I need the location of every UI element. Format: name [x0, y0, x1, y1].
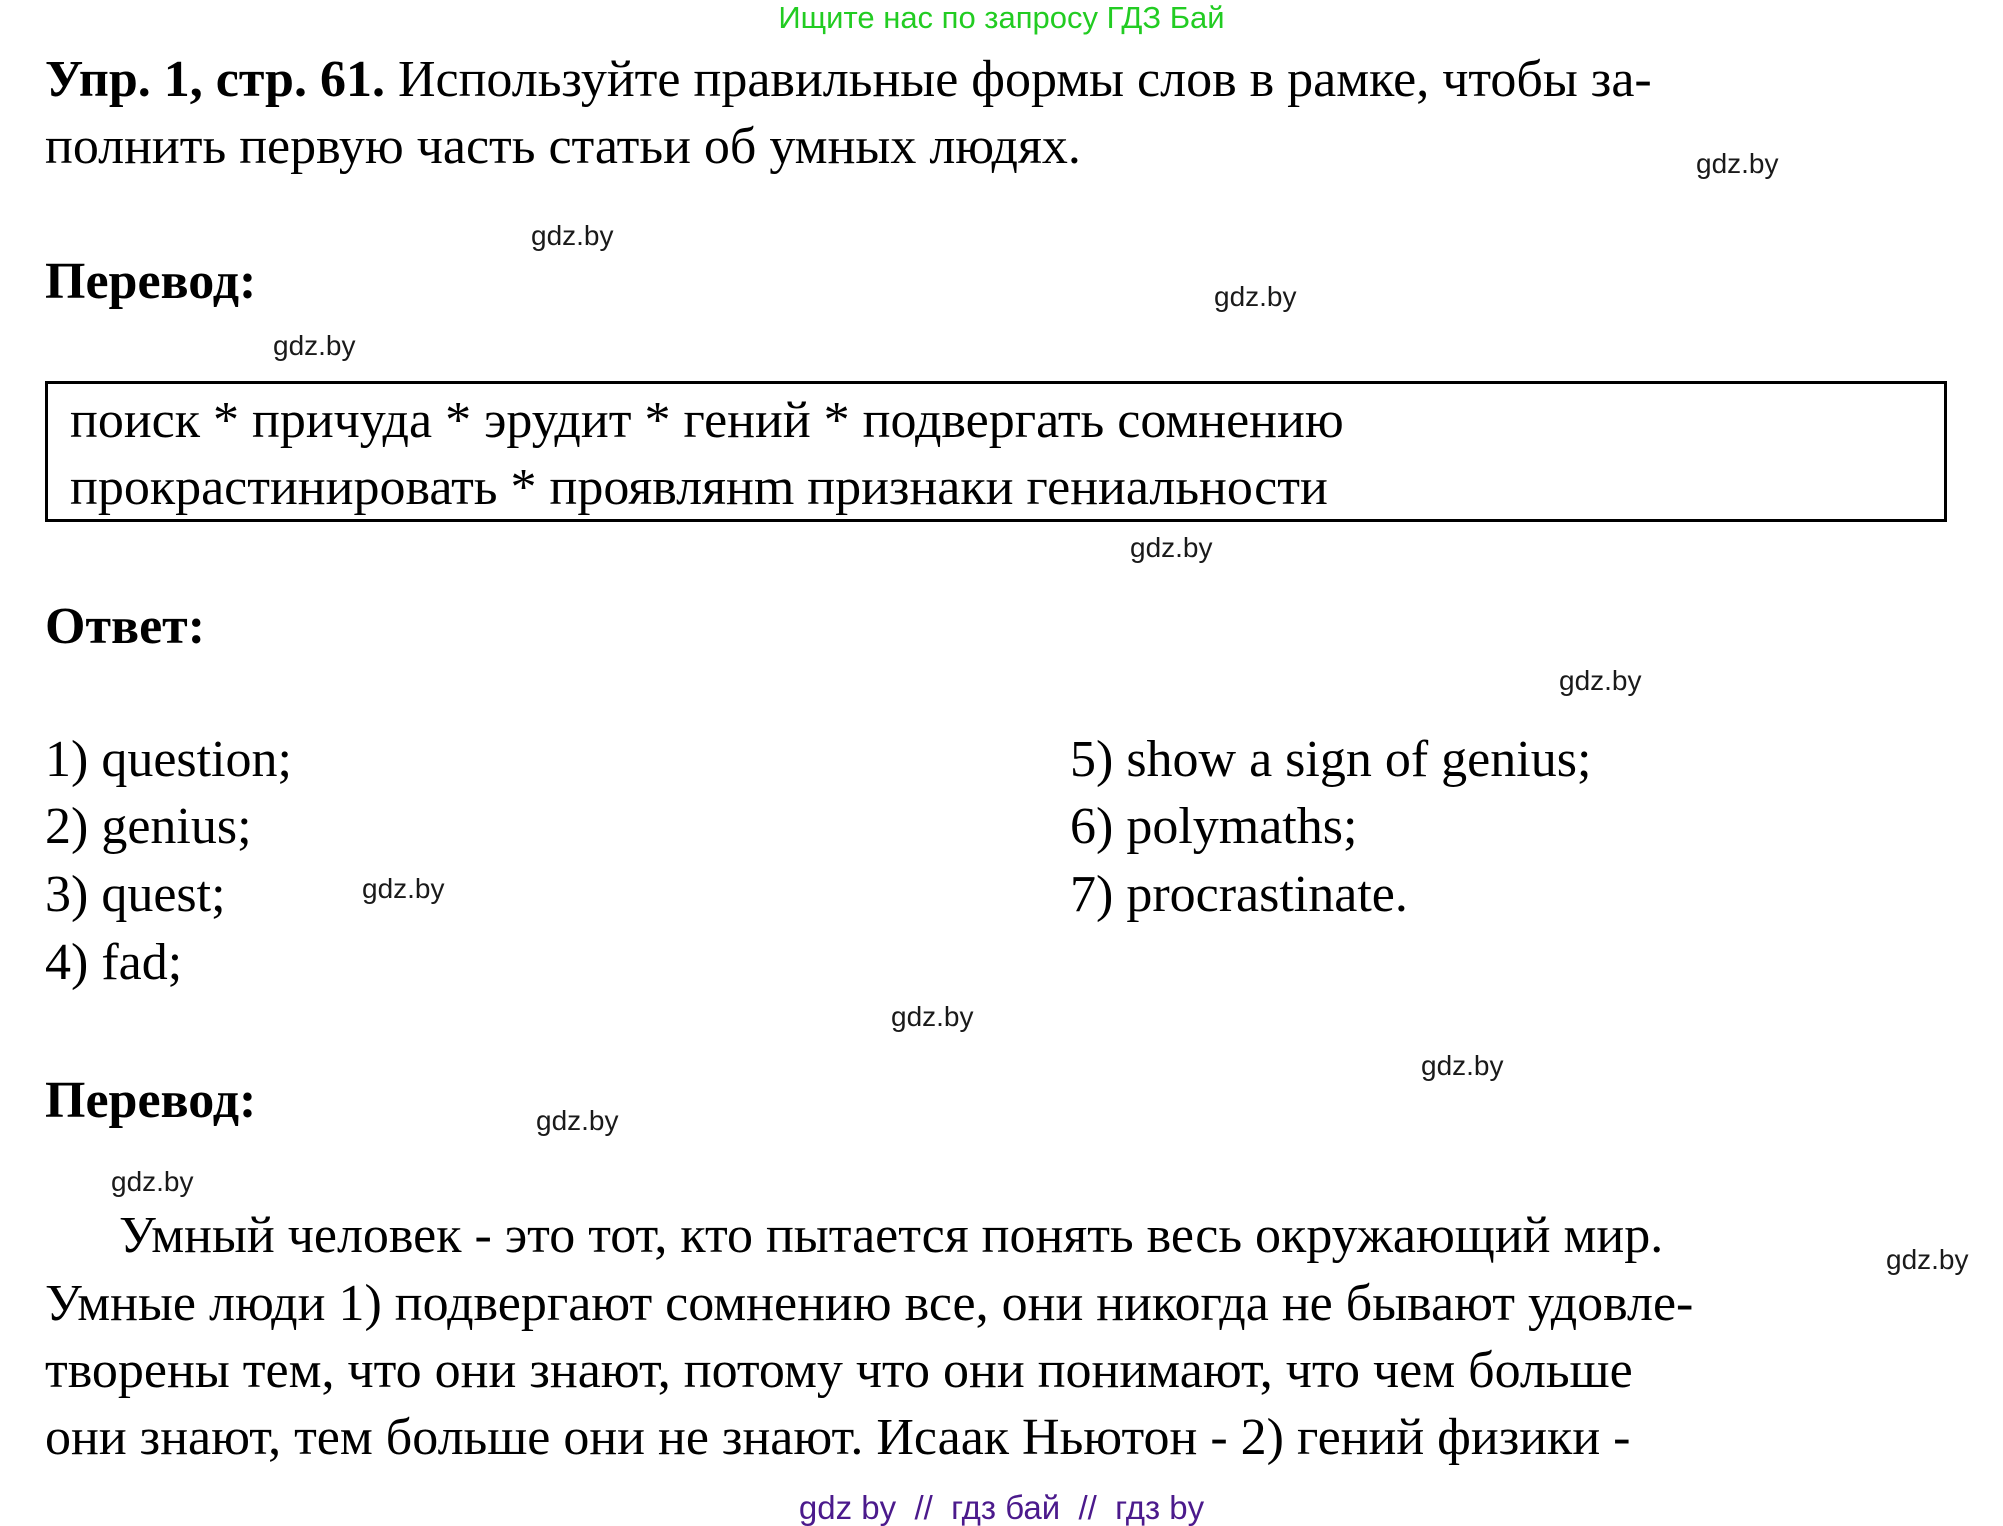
answer-item: 2) genius; [45, 798, 252, 855]
exercise-title-line-1 [45, 50, 1652, 110]
watermark: gdz.by [111, 1166, 194, 1197]
answer-item: 5) show a sign of genius; [1070, 731, 1592, 788]
watermark: gdz.by [273, 330, 356, 361]
footer-links: gdz by // гдз бай // гдз by [798, 1489, 1205, 1526]
word-box [45, 381, 1947, 522]
exercise-label: Упр. 1, стр. 61. [45, 51, 385, 108]
watermark: gdz.by [1214, 281, 1297, 312]
answer-item: 7) procrastinate. [1070, 866, 1408, 923]
answer-item: 4) fad; [45, 934, 183, 991]
watermark: gdz.by [1696, 148, 1779, 179]
search-banner: Ищите нас по запросу ГДЗ Бай [778, 0, 1225, 35]
translation-paragraph-line: они знают, тем больше они не знают. Исаак Ньютон - 2) гений физики - [45, 1409, 1631, 1466]
translation-heading-1: Перевод: [45, 253, 257, 310]
answer-heading: Ответ: [45, 598, 206, 655]
answer-item: 3) quest; [45, 866, 226, 923]
answer-item: 1) question; [45, 731, 292, 788]
watermark: gdz.by [891, 1001, 974, 1032]
word-box-line-1: поиск * причуда * эрудит * гений * подвергать сомнению [70, 392, 1344, 449]
word-box-line-2: прокрастинировать * проявлянm признаки гениальности [70, 459, 1328, 516]
watermark: gdz.by [531, 220, 614, 251]
watermark: gdz.by [1130, 532, 1213, 563]
translation-paragraph-line: творены тем, что они знают, потому что они понимают, что чем больше [45, 1342, 1633, 1399]
answer-item: 6) polymaths; [1070, 798, 1358, 855]
watermark: gdz.by [536, 1105, 619, 1136]
translation-heading-2: Перевод: [45, 1072, 257, 1129]
exercise-instruction-1: Используйте правильные формы слов в рамке, чтобы за- [384, 51, 1652, 108]
watermark: gdz.by [362, 873, 445, 904]
watermark: gdz.by [1421, 1050, 1504, 1081]
watermark: gdz.by [1886, 1244, 1969, 1275]
translation-paragraph-line: Умные люди 1) подвергают сомнению все, они никогда не бывают удовле- [45, 1275, 1694, 1332]
exercise-title-line-2: полнить первую часть статьи об умных людях. [45, 118, 1081, 175]
translation-paragraph-line: Умный человек - это тот, кто пытается понять весь окружающий мир. [119, 1207, 1664, 1264]
watermark: gdz.by [1559, 665, 1642, 696]
